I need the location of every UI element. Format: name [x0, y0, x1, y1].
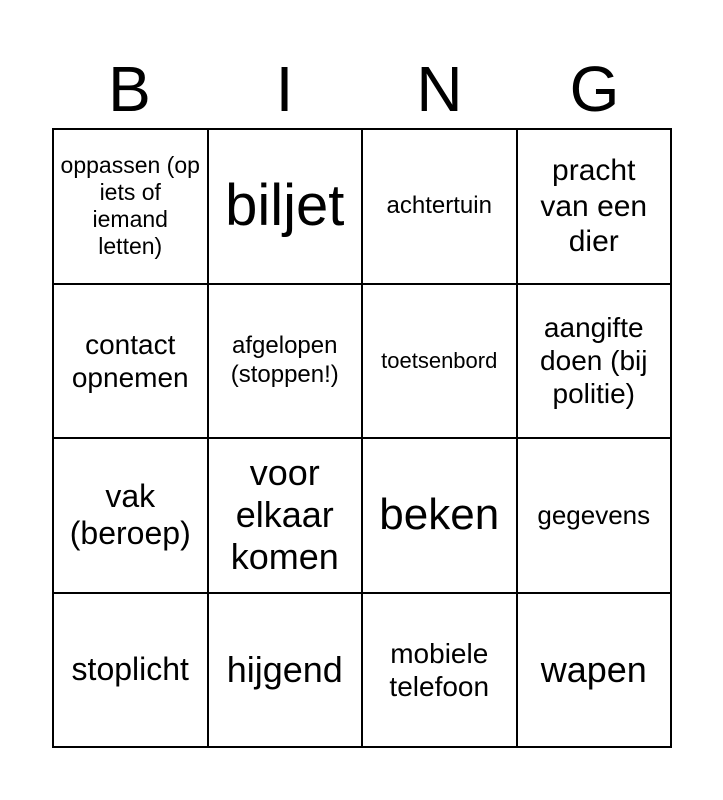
cell-text: biljet: [225, 172, 345, 238]
cell-text: wapen: [540, 648, 647, 690]
bingo-cell: [209, 285, 364, 440]
bingo-cell: [54, 594, 209, 749]
bingo-cell: [54, 285, 209, 440]
header-letter-i: I: [275, 53, 294, 125]
cell-text: toetsenbord: [381, 347, 498, 373]
cell-text: mobiele telefoon: [389, 637, 490, 702]
header-letter-b: B: [108, 53, 151, 125]
bingo-cell: [363, 594, 518, 749]
bingo-cell: [363, 439, 518, 594]
cell-text: afgelopen (stoppen!): [230, 332, 339, 388]
cell-text: hijgend: [226, 648, 343, 690]
cell-text: beken: [379, 490, 500, 540]
cell-text: voor elkaar komen: [230, 451, 339, 578]
bingo-cell: [518, 439, 673, 594]
cell-text: contact opnemen: [71, 328, 189, 393]
cell-text: stoplicht: [71, 650, 189, 687]
bingo-cell: [518, 130, 673, 285]
cell-text: gegevens: [537, 499, 651, 530]
cell-text: vak (beroep): [69, 477, 191, 552]
bingo-cell: [209, 130, 364, 285]
bingo-cell: [518, 285, 673, 440]
cell-text: oppassen (op iets of iemand letten): [60, 152, 200, 260]
bingo-cell: [54, 439, 209, 594]
bingo-cell: [363, 130, 518, 285]
bingo-header: [52, 52, 672, 126]
bingo-cell: [209, 439, 364, 594]
header-letter-n: N: [416, 53, 463, 125]
bingo-cell: [54, 130, 209, 285]
cell-text: aangifte doen (bij politie): [540, 312, 648, 410]
cell-text: pracht van een dier: [540, 154, 648, 258]
header-letter-g: G: [569, 53, 620, 125]
bingo-cell: [363, 285, 518, 440]
cell-text: achtertuin: [386, 192, 492, 220]
bingo-cell: [209, 594, 364, 749]
bingo-grid: [52, 128, 672, 748]
bingo-cell: [518, 594, 673, 749]
